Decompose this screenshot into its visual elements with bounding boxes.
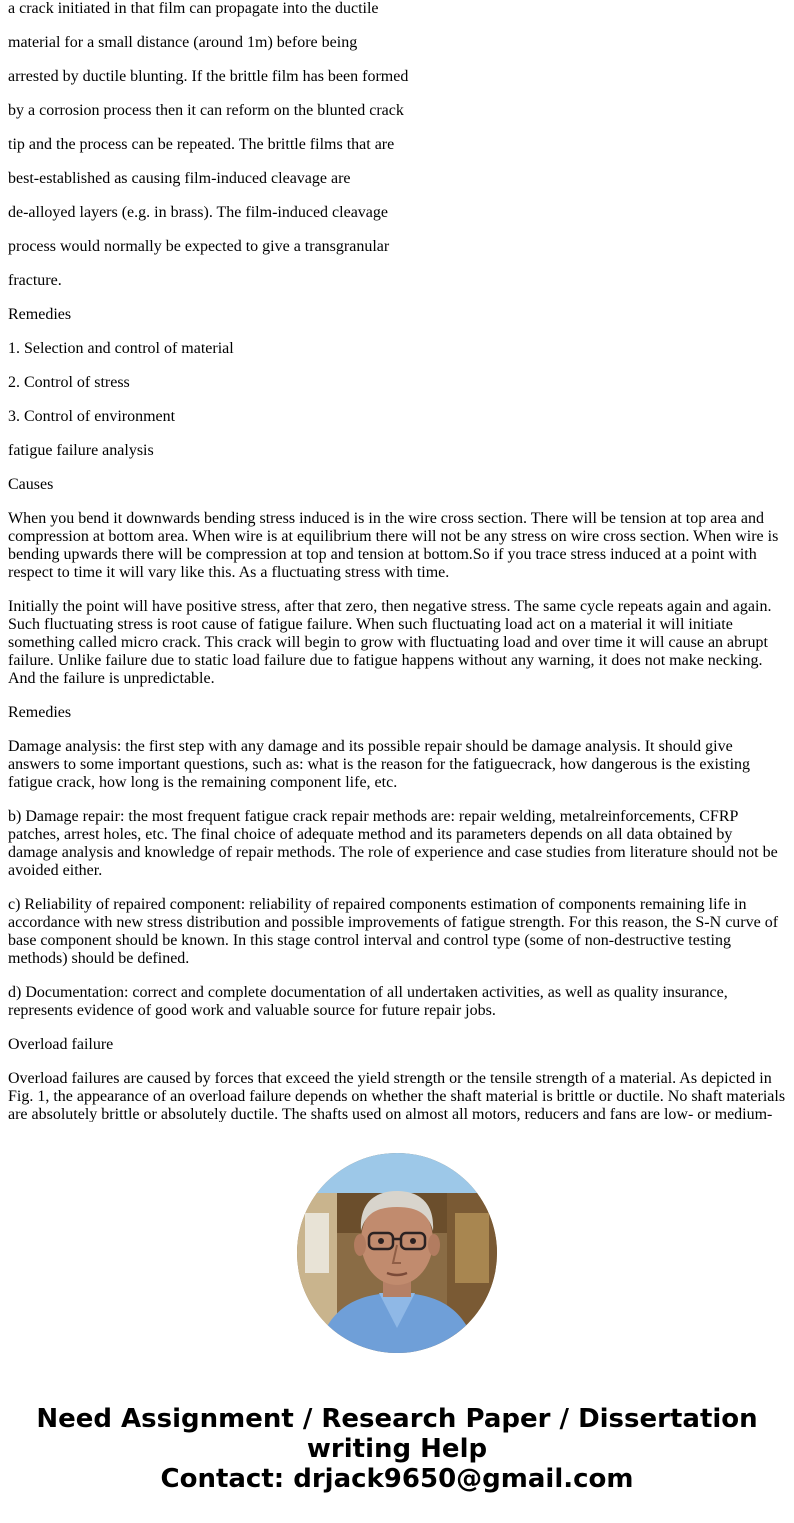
article-line: a crack initiated in that film can propagate into the ductile <box>8 0 379 17</box>
overload-paragraph: Overload failures are caused by forces that exceed the yield strength or the tensile strength of a material. As depicted in Fig. 1, the appearance of an overload failure depends on whether the shaft material is brittle or ductile. No shaft materials are absolutely brittle or absolutely ductile. The shafts used on almost all motors, reducers and fans are low- or medium- <box>8 1070 786 1122</box>
remedies-heading: Remedies <box>8 704 72 721</box>
banner-contact[interactable]: Contact: drjack9650@gmail.com <box>160 1464 634 1494</box>
article-body <box>8 0 786 1122</box>
fatigue-heading: fatigue failure analysis <box>8 442 154 459</box>
article-line: tip and the process can be repeated. The brittle films that are <box>8 136 395 153</box>
causes-heading: Causes <box>8 476 54 493</box>
causes-paragraph: When you bend it downwards bending stress induced is in the wire cross section. There will be tension at top area and compression at bottom area. When wire is at equilibrium there will not be any stress on wire cross section. When wire is bending upwards there will be compression at top and tension at bottom.So if you trace stress induced at a point with respect to time it will vary like this. As a fluctuating stress with time. <box>8 510 779 581</box>
remedy-item: 2. Control of stress <box>8 374 130 391</box>
remedy-item: 1. Selection and control of material <box>8 340 234 357</box>
article-line: material for a small distance (around 1m) before being <box>8 34 358 51</box>
remedy-item: 3. Control of environment <box>8 408 176 425</box>
overload-heading: Overload failure <box>8 1036 114 1053</box>
article-line: de-alloyed layers (e.g. in brass). The film-induced cleavage <box>8 204 388 221</box>
help-banner <box>0 1404 794 1494</box>
article-line: by a corrosion process then it can reform on the blunted crack <box>8 102 404 119</box>
avatar <box>297 1153 497 1353</box>
causes-paragraph: Initially the point will have positive stress, after that zero, then negative stress. The same cycle repeats again and again. Such fluctuating stress is root cause of fatigue failure. When such fluctuating load act on a material it will initiate something called micro crack. This crack will begin to grow with fluctuating load and over time it will cause an abrupt failure. Unlike failure due to static load failure due to fatigue happens without any warning, it does not make necking. And the failure is unpredictable. <box>8 598 772 687</box>
remedy-paragraph: b) Damage repair: the most frequent fatigue crack repair methods are: repair welding, metalreinforcements, CFRP patches, arrest holes, etc. The final choice of adequate method and its parameters depends on all data obtained by damage analysis and knowledge of repair methods. The role of experience and case studies from literature should not be avoided either. <box>8 808 778 879</box>
article-line: process would normally be expected to give a transgranular <box>8 238 390 255</box>
banner-line: Need Assignment / Research Paper / Dissertation <box>36 1404 758 1434</box>
avatar-photo <box>297 1153 497 1353</box>
remedy-paragraph: Damage analysis: the first step with any damage and its possible repair should be damage analysis. It should give answers to some important questions, such as: what is the reason for the fatiguecrack, how dangerous is the existing fatigue crack, how long is the remaining component life, etc. <box>8 738 751 791</box>
banner-line: writing Help <box>306 1434 488 1464</box>
remedy-paragraph: c) Reliability of repaired component: reliability of repaired components estimation of components remaining life in accordance with new stress distribution and possible improvements of fatigue strength. For this reason, the S-N curve of base component should be known. In this stage control interval and control type (some of non-destructive testing methods) should be defined. <box>8 896 779 967</box>
remedy-paragraph: d) Documentation: correct and complete documentation of all undertaken activities, as well as quality insurance, represents evidence of good work and valuable source for future repair jobs. <box>8 984 728 1019</box>
remedies-heading: Remedies <box>8 306 72 323</box>
article-line: fracture. <box>8 272 62 289</box>
article-line: arrested by ductile blunting. If the brittle film has been formed <box>8 68 409 85</box>
article-line: best-established as causing film-induced cleavage are <box>8 170 351 187</box>
